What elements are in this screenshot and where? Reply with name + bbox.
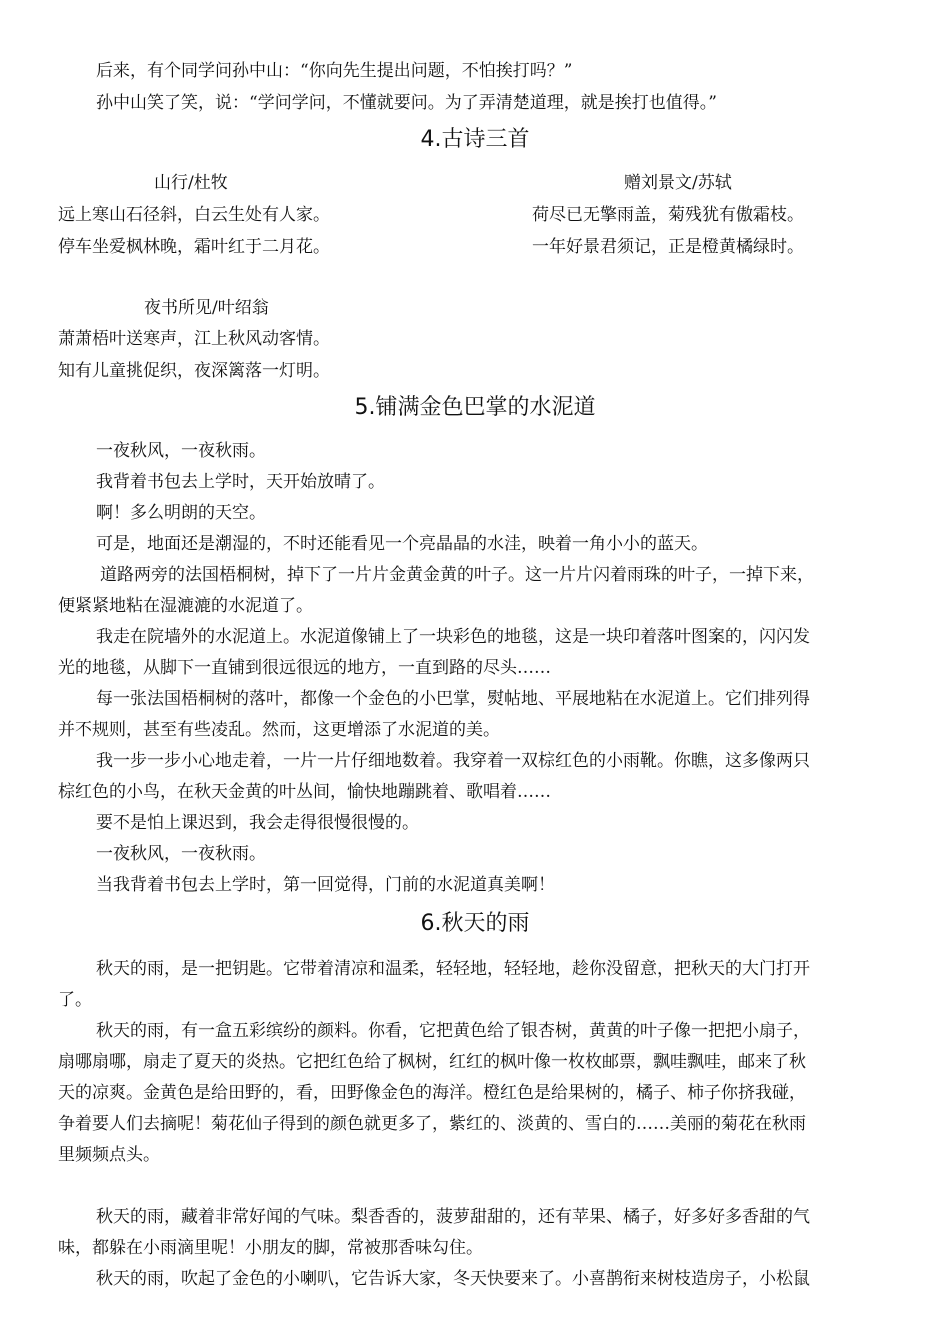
paragraph-line: 并不规则，甚至有些凌乱。然而，这更增添了水泥道的美。 <box>58 720 500 740</box>
section-6-body <box>58 954 892 1295</box>
paragraph-line: 秋天的雨，吹起了金色的小喇叭，它告诉大家，冬天快要来了。小喜鹊衔来树枝造房子，小松鼠 <box>96 1269 810 1289</box>
paragraph-line: 一夜秋风，一夜秋雨。 <box>96 844 266 864</box>
paragraph-line: 每一张法国梧桐树的落叶，都像一个金色的小巴掌，熨帖地、平展地粘在水泥道上。它们排列得 <box>96 689 810 709</box>
intro-line-2: 孙中山笑了笑，说：“学问学问，不懂就要问。为了弄清楚道理，就是挨打也值得。” <box>96 93 717 113</box>
paragraph-line: 啊！多么明朗的天空。 <box>96 503 266 523</box>
paragraph-line: 里频频点头。 <box>58 1145 160 1165</box>
section-5-body <box>58 436 892 901</box>
poem-2-line-1: 荷尽已无擎雨盖，菊残犹有傲霜枝。 <box>532 205 804 225</box>
section-4-title: 4.古诗三首 <box>420 127 530 152</box>
paragraph-line: 扇哪扇哪，扇走了夏天的炎热。它把红色给了枫树，红红的枫叶像一枚枚邮票，飘哇飘哇，邮来了秋 <box>58 1052 806 1072</box>
paragraph-line: 了。 <box>58 990 92 1010</box>
paragraph-line: 我一步一步小心地走着，一片一片仔细地数着。我穿着一双棕红色的小雨靴。你瞧，这多像两只 <box>96 751 810 771</box>
poem-2-line-2: 一年好景君须记，正是橙黄橘绿时。 <box>532 237 804 257</box>
poem-3-line-1: 萧萧梧叶送寒声，江上秋风动客情。 <box>58 329 330 349</box>
paragraph-line: 秋天的雨，有一盒五彩缤纷的颜料。你看，它把黄色给了银杏树，黄黄的叶子像一把把小扇子， <box>96 1021 810 1041</box>
section-6-title: 6.秋天的雨 <box>420 911 530 936</box>
intro-line-1: 后来，有个同学问孙中山：“你向先生提出问题，不怕挨打吗？” <box>96 61 573 81</box>
poem-3-line-2: 知有儿童挑促织，夜深篱落一灯明。 <box>58 361 330 381</box>
poem-2-title: 赠刘景文/苏轼 <box>624 173 732 193</box>
paragraph-line: 道路两旁的法国梧桐树，掉下了一片片金黄金黄的叶子。这一片片闪着雨珠的叶子，一掉下来， <box>100 565 814 585</box>
paragraph-line <box>58 1171 892 1202</box>
poem-3-title: 夜书所见/叶绍翁 <box>144 298 269 318</box>
paragraph-line: 光的地毯，从脚下一直铺到很远很远的地方，一直到路的尽头…… <box>58 658 551 678</box>
poem-1-line-1: 远上寒山石径斜，白云生处有人家。 <box>58 205 330 225</box>
paragraph-line: 要不是怕上课迟到，我会走得很慢很慢的。 <box>96 813 419 833</box>
paragraph-line: 我走在院墙外的水泥道上。水泥道像铺上了一块彩色的地毯，这是一块印着落叶图案的，闪闪发 <box>96 627 810 647</box>
paragraph-line: 可是，地面还是潮湿的，不时还能看见一个亮晶晶的水洼，映着一角小小的蓝天。 <box>96 534 708 554</box>
paragraph-line: 棕红色的小鸟，在秋天金黄的叶丛间，愉快地蹦跳着、歌唱着…… <box>58 782 551 802</box>
paragraph-line: 争着要人们去摘呢！菊花仙子得到的颜色就更多了，紫红的、淡黄的、雪白的……美丽的菊花在秋雨 <box>58 1114 806 1134</box>
paragraph-line: 我背着书包去上学时，天开始放晴了。 <box>96 472 385 492</box>
poem-1-title: 山行/杜牧 <box>154 173 228 193</box>
paragraph-line: 一夜秋风，一夜秋雨。 <box>96 441 266 461</box>
section-5-title: 5.铺满金色巴掌的水泥道 <box>354 395 596 420</box>
paragraph-line: 味，都躲在小雨滴里呢！小朋友的脚，常被那香味勾住。 <box>58 1238 483 1258</box>
paragraph-line: 便紧紧地粘在湿漉漉的水泥道了。 <box>58 596 313 616</box>
paragraph-line: 秋天的雨，是一把钥匙。它带着清凉和温柔，轻轻地，轻轻地，趁你没留意，把秋天的大门打开 <box>96 959 810 979</box>
paragraph-line: 当我背着书包去上学时，第一回觉得，门前的水泥道真美啊！ <box>96 875 555 895</box>
paragraph-line: 天的凉爽。金黄色是给田野的，看，田野像金色的海洋。橙红色是给果树的，橘子、柿子你挤我碰， <box>58 1083 806 1103</box>
poem-1-line-2: 停车坐爱枫林晚，霜叶红于二月花。 <box>58 237 330 257</box>
paragraph-line: 秋天的雨，藏着非常好闻的气味。梨香香的，菠萝甜甜的，还有苹果、橘子，好多好多香甜的气 <box>96 1207 810 1227</box>
